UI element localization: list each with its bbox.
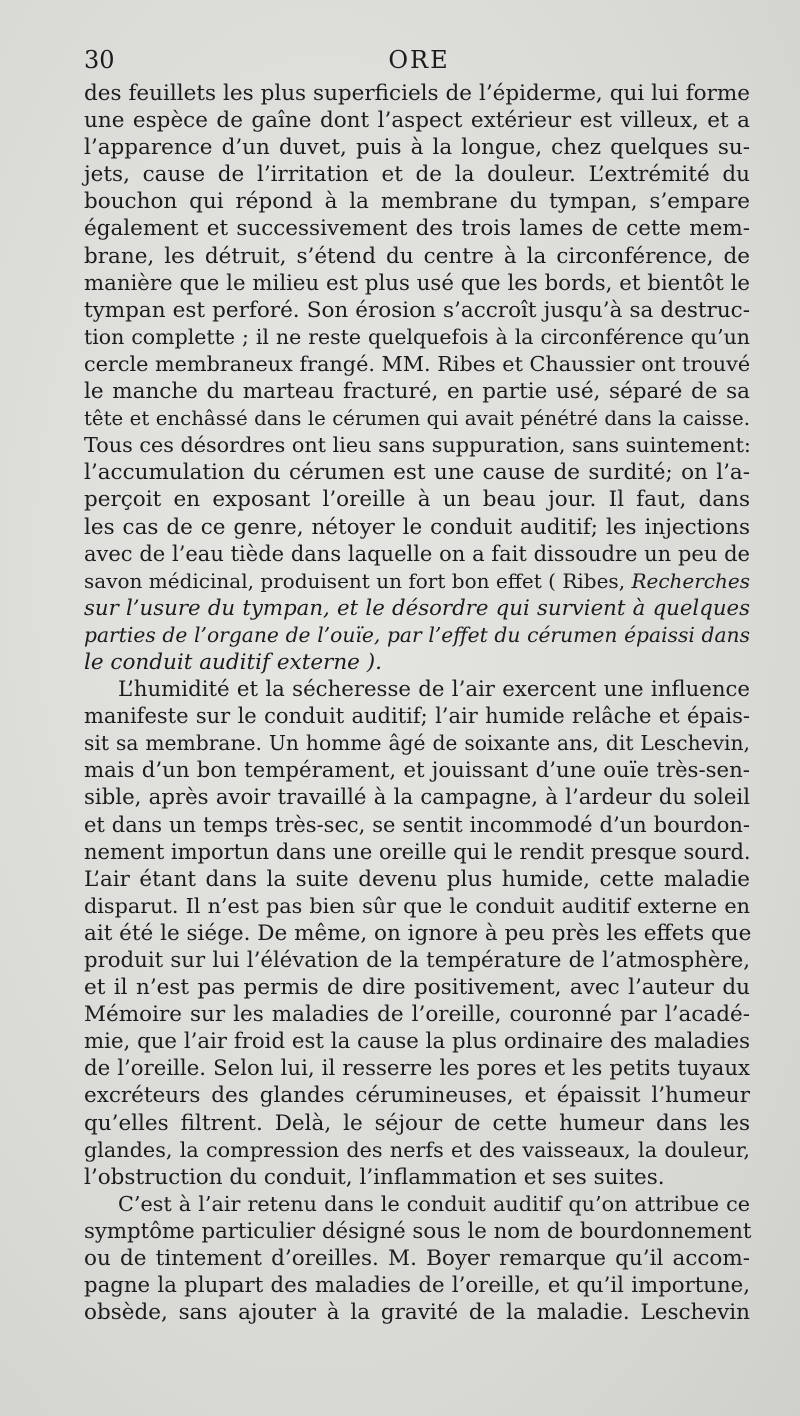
text-line: sit sa membrane. Un homme âgé de soixante ans, dit Leschevin,: [84, 731, 750, 756]
text-line: bouchon qui répond à la membrane du tympan, s’empare: [84, 189, 750, 215]
paragraph: [84, 80, 750, 676]
running-head: ORE: [388, 46, 450, 74]
text-line: également et successivement des trois lames de cette mem-: [84, 216, 750, 242]
text-line: jets, cause de l’irritation et de la douleur. L’extrémité du: [84, 162, 750, 188]
text-line: nement importun dans une oreille qui le rendit presque sourd.: [84, 839, 751, 864]
text-line-citation: parties de l’organe de l’ouïe, par l’effet du cérumen épaissi dans: [84, 622, 750, 647]
text-line: manière que le milieu est plus usé que les bords, et bientôt le: [84, 270, 750, 296]
text-line: et dans un temps très-sec, se sentit incommodé d’un bourdon-: [84, 812, 750, 837]
text-line: Mémoire sur les maladies de l’oreille, couronné par l’acadé-: [84, 1002, 750, 1028]
text-line: glandes, la compression des nerfs et des vaisseaux, la douleur,: [84, 1137, 750, 1162]
text-line-citation: sur l’usure du tympan, et le désordre qui survient à quelques: [84, 595, 750, 621]
text-line: brane, les détruit, s’étend du centre à la circonférence, de: [84, 243, 750, 269]
text-line: obsède, sans ajouter à la gravité de la maladie. Leschevin: [84, 1300, 750, 1326]
text-line: C’est à l’air retenu dans le conduit auditif qu’on attribue ce: [118, 1191, 750, 1216]
text-line: perçoit en exposant l’oreille à un beau jour. Il faut, dans: [84, 487, 750, 513]
text-line: savon médicinal, produisent un fort bon effet ( Ribes, Recherches: [84, 568, 750, 593]
text-line: pagne la plupart des maladies de l’oreille, et qu’il importune,: [84, 1273, 750, 1299]
text-line: avec de l’eau tiède dans laquelle on a fait dissoudre un peu de: [84, 541, 750, 566]
paragraph: [84, 676, 750, 1191]
text-line: le manche du marteau fracturé, en partie usé, séparé de sa: [84, 379, 750, 405]
page-header: [84, 46, 754, 80]
body-text: [84, 80, 750, 1326]
text-line: L’humidité et la sécheresse de l’air exercent une influence: [118, 677, 750, 703]
text-line: disparut. Il n’est pas bien sûr que le conduit auditif externe en: [84, 893, 750, 918]
text-line: cercle membraneux frangé. MM. Ribes et Chaussier ont trouvé: [84, 351, 751, 376]
text-line: L’air étant dans la suite devenu plus humide, cette maladie: [84, 866, 750, 892]
text-line: sible, après avoir travaillé à la campagne, à l’ardeur du soleil: [84, 785, 750, 811]
text-line: ait été le siége. De même, on ignore à peu près les effets que: [84, 920, 752, 946]
text-line: mie, que l’air froid est la cause la plus ordinaire des maladies: [84, 1029, 750, 1055]
text-line: de l’oreille. Selon lui, il resserre les pores et les petits tuyaux: [84, 1056, 750, 1082]
text-line: une espèce de gaîne dont l’aspect extérieur est villeux, et a: [84, 108, 750, 134]
text-line: symptôme particulier désigné sous le nom de bourdonnement: [84, 1218, 752, 1244]
text-line: les cas de ce genre, nétoyer le conduit auditif; les injections: [84, 514, 750, 540]
text-line-citation: le conduit auditif externe ).: [84, 649, 382, 675]
text-line: tête et enchâssé dans le cérumen qui avait pénétré dans la caisse.: [84, 407, 750, 431]
text-line: produit sur lui l’élévation de la température de l’atmosphère,: [84, 948, 750, 973]
text-line: Tous ces désordres ont lieu sans suppuration, sans suintement:: [84, 433, 751, 458]
page-number: 30: [84, 46, 115, 74]
text-line: l’obstruction du conduit, l’inflammation et ses suites.: [84, 1164, 665, 1190]
text-line: manifeste sur le conduit auditif; l’air humide relâche et épais-: [84, 704, 750, 729]
text-line: ou de tintement d’oreilles. M. Boyer remarque qu’il accom-: [84, 1246, 750, 1272]
citation-title: Recherches: [631, 568, 750, 593]
text-line: qu’elles filtrent. Delà, le séjour de cette humeur dans les: [84, 1110, 750, 1136]
text-line: mais d’un bon tempérament, et jouissant d’une ouïe très-sen-: [84, 758, 750, 784]
text-line: des feuillets les plus superficiels de l’épiderme, qui lui forme: [84, 81, 750, 106]
paragraph: [84, 1191, 750, 1326]
text-line: l’apparence d’un duvet, puis à la longue, chez quelques su-: [84, 135, 750, 161]
text-line: tion complette ; il ne reste quelquefois à la circonférence qu’un: [84, 324, 750, 349]
text-line: excréteurs des glandes cérumineuses, et épaissit l’humeur: [84, 1083, 750, 1109]
text-line: et il n’est pas permis de dire positivement, avec l’auteur du: [84, 975, 750, 1001]
text-line: l’accumulation du cérumen est une cause de surdité; on l’a-: [84, 460, 750, 486]
text-line: tympan est perforé. Son érosion s’accroît jusqu’à sa destruc-: [84, 297, 750, 323]
